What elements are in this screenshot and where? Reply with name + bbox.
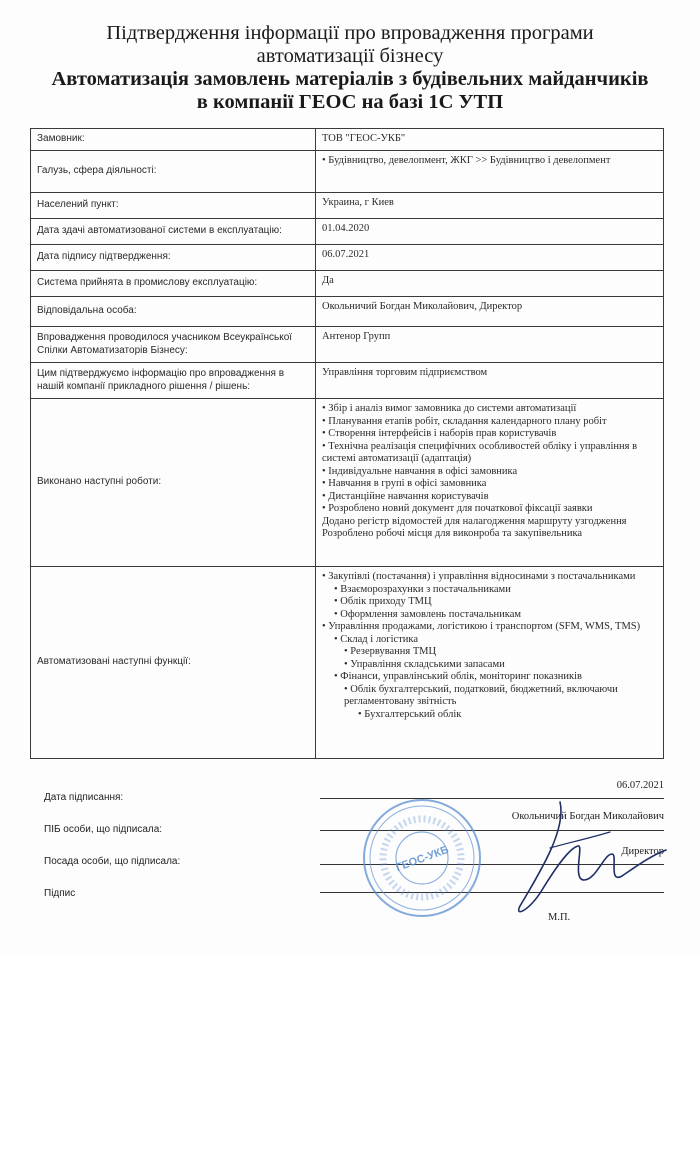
list-item: • Закупівлі (постачання) і управління відносинами з постачальниками — [322, 571, 636, 582]
sign-date-label: Дата підписання: — [44, 792, 124, 803]
row-sign-date — [31, 245, 664, 271]
functions-list — [316, 567, 664, 759]
signer-name-value: Окольничий Богдан Миколайович — [511, 811, 664, 822]
row-functions — [31, 567, 664, 759]
row-accepted — [31, 271, 664, 297]
row-value: ТОВ "ГЕОС-УКБ" — [316, 129, 664, 151]
list-item: • Фінанси, управлінський облік, моніторинг показників — [334, 671, 582, 682]
row-label: Населений пункт: — [31, 193, 316, 219]
row-label: Дата підпису підтвердження: — [31, 245, 316, 271]
list-item: • Планування етапів робіт, складання календарного плану робіт — [322, 415, 607, 427]
row-label: Виконано наступні роботи: — [31, 399, 316, 567]
signer-position-value: Директор — [621, 846, 664, 857]
signature-block — [30, 770, 670, 950]
row-value: Антенор Групп — [316, 327, 664, 363]
list-item: • Бухгалтерський облік — [358, 708, 462, 720]
list-item: • Управління складськими запасами — [344, 658, 505, 670]
list-item: • Навчання в групі в офісі замовника — [322, 478, 487, 489]
list-item: • Збір і аналіз вимог замовника до системи автоматизації — [322, 403, 577, 414]
list-item: Розроблено робочі місця для виконроба та закупівельника — [322, 528, 583, 539]
signature-label: Підпис — [44, 888, 76, 899]
row-value: Да — [316, 271, 664, 297]
list-item: • Управління продажами, логістикою і транспортом (SFM, WMS, TMS) — [322, 621, 641, 632]
row-value: Управління торговим підприємством — [316, 363, 664, 399]
row-value: 06.07.2021 — [316, 245, 664, 271]
row-delivery-date — [31, 219, 664, 245]
row-label: Дата здачі автоматизованої системи в експлуатацію: — [31, 219, 316, 245]
list-item: • Дистанційне навчання користувачів — [322, 490, 489, 502]
company-stamp-icon — [360, 796, 484, 920]
signer-name-label: ПІБ особи, що підписала: — [44, 824, 163, 835]
row-value: • Будівництво, девелопмент, ЖКГ >> Будівництво і девелопмент — [316, 151, 664, 193]
info-table — [30, 128, 664, 759]
list-item: • Створення інтерфейсів і наборів прав користувачів — [322, 428, 557, 439]
list-item: • Оформлення замовлень постачальникам — [334, 608, 522, 620]
row-industry — [31, 151, 664, 193]
seal-place-label: М.П. — [548, 912, 571, 923]
title-line-1: Підтвердження інформації про впровадження програми — [106, 22, 594, 44]
list-item: • Технічна реалізація специфічних особливостей обліку і управління в системі автоматизації (адаптація) — [322, 440, 638, 464]
row-integrator — [31, 327, 664, 363]
row-customer — [31, 129, 664, 151]
works-list — [316, 399, 664, 567]
list-item: • Індивідуальне навчання в офісі замовника — [322, 465, 518, 477]
row-label: Впровадження проводилося учасником Всеукраїнської Спілки Автоматизаторів Бізнесу: — [31, 327, 316, 363]
document-title — [10, 22, 690, 114]
list-item: • Облік приходу ТМЦ — [334, 596, 432, 607]
row-label: Відповідальна особа: — [31, 297, 316, 327]
row-solution — [31, 363, 664, 399]
row-works — [31, 399, 664, 567]
row-label: Галузь, сфера діяльності: — [31, 151, 316, 193]
row-label: Система прийнята в промислову експлуатацію: — [31, 271, 316, 297]
row-label: Автоматизовані наступні функції: — [31, 567, 316, 759]
handwritten-signature-icon — [500, 788, 670, 928]
row-responsible — [31, 297, 664, 327]
sign-date-value: 06.07.2021 — [616, 780, 664, 791]
title-line-4: в компанії ГЕОС на базі 1С УТП — [196, 91, 504, 113]
list-item: • Склад і логістика — [334, 633, 418, 645]
stamp-center-text: ГЕОС-УКБ — [394, 843, 451, 875]
signer-position-label: Посада особи, що підписала: — [44, 856, 181, 867]
title-line-2: автоматизації бізнесу — [256, 45, 444, 67]
list-item: • Взаєморозрахунки з постачальниками — [334, 583, 511, 595]
list-item: Додано регістр відомостей для налагодження маршруту узгодження — [322, 515, 627, 527]
row-label: Цим підтверджуємо інформацію про впровадження в нашій компанії прикладного рішення / рішень: — [31, 363, 316, 399]
row-value: Окольничий Богдан Миколайович, Директор — [316, 297, 664, 327]
row-city — [31, 193, 664, 219]
list-item: • Резервування ТМЦ — [344, 646, 437, 657]
list-item: • Облік бухгалтерський, податковий, бюджетний, включаючи регламентовану звітність — [344, 683, 618, 707]
list-item: • Розроблено новий документ для початкової фіксації заявки — [322, 503, 593, 514]
title-line-3: Автоматизація замовлень матеріалів з будівельних майданчиків — [51, 68, 649, 90]
row-label: Замовник: — [31, 129, 316, 151]
row-value: Украина, г Киев — [316, 193, 664, 219]
row-value: 01.04.2020 — [316, 219, 664, 245]
